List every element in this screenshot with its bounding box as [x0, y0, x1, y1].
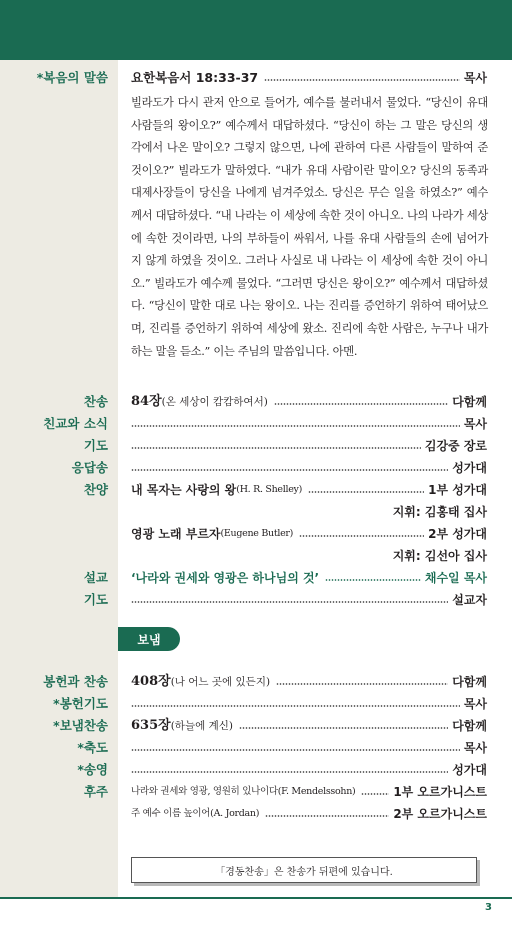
prayer-row	[131, 437, 487, 455]
leader-dots	[131, 601, 448, 604]
leader-dots	[274, 403, 448, 406]
offering-hymn-number: 408장	[131, 674, 171, 689]
anthem-item2-composer: (Eugene Butler)	[220, 528, 294, 539]
sending-hymn-number: 635장	[131, 718, 171, 733]
leader-dots	[299, 535, 424, 538]
anthem-item2-row	[131, 525, 487, 543]
anthem-item1-conductor: 지휘: 김홍태 집사	[392, 505, 487, 519]
anthem-item2-conductor: 지휘: 김선아 집사	[392, 549, 487, 563]
sermon-prayer-row	[131, 591, 487, 609]
amen-row	[131, 761, 487, 779]
benediction-by: 목사	[463, 741, 487, 755]
response-by: 성가대	[452, 461, 487, 475]
hymn-row	[131, 393, 487, 411]
offering-hymn-by: 다함께	[452, 675, 487, 689]
leader-dots	[131, 425, 460, 428]
response-label: 응답송	[71, 460, 108, 475]
offering-hymn-label: 봉헌과 찬송	[43, 674, 108, 689]
response-row	[131, 459, 487, 477]
footer-rule	[0, 897, 512, 899]
leader-dots	[361, 793, 389, 796]
sermon-row	[131, 569, 487, 587]
sermon-prayer-label: 기도	[83, 592, 108, 607]
postlude-item1-by: 1부 오르가니스트	[393, 785, 487, 799]
gospel-reference: 요한복음서 18:33-37	[131, 70, 259, 85]
leader-dots	[308, 491, 424, 494]
prayer-by: 김강중 장로	[424, 439, 487, 453]
sending-hymn-by: 다함께	[452, 719, 487, 733]
leader-dots	[264, 79, 460, 82]
gospel-label: *복음의 말씀	[36, 70, 108, 85]
gospel-text: 빌라도가 다시 관저 안으로 들어가, 예수를 불러내서 물었다. “당신이 유대 사람들의 왕이오?” 예수께서 대답하셨다. “당신이 하는 그 말은 당신의 생각에서 나온 말이오? 그렇지 않으면, 나에 관하여 다른 사람들이 말하여 준 것이오?” 빌라도가 말하였다. “내가 유대 사람이란 말이오? 당신의 동족과 대제사장들이 당신을 나에게 넘겨주었소. 당신은 무슨 일을 하였소?” 예수께서 대답하셨다. “내 나라는 이 세상에 속한 것이 아니오. 나의 나라가 세상에 속한 것이라면, 나의 부하들이 싸워서, 나를 유대 사람들의 손에 넘어가지 않게 하였을 것이오. 그러나 사실로 내 나라는 이 세상에 속한 것이 아니오.” 빌라도가 예수께 물었다. “그러면 당신은 왕이오?” 예수께서 대답하셨다. “당신이 말한 대로 나는 왕이오. 나는 진리를 증언하기 위하여 태어났으며, 진리를 증언하기 위하여 세상에 왔소. 진리에 속한 사람은, 누구나 내가 하는 말을 듣소.” 이는 주님의 말씀입니다. 아멘.	[131, 96, 488, 358]
postlude-item2-row	[131, 805, 487, 823]
sermon-by: 채수일 목사	[424, 571, 487, 585]
sermon-title: ‘나라와 권세와 영광은 하나님의 것’	[131, 571, 320, 585]
sending-hymn-label: *보냄찬송	[53, 718, 108, 733]
offering-prayer-row	[131, 695, 487, 713]
prayer-label: 기도	[83, 438, 108, 453]
leader-dots	[131, 771, 448, 774]
postlude-item2-by: 2부 오르가니스트	[393, 807, 487, 821]
offering-hymn-title: (나 어느 곳에 있든지)	[170, 676, 271, 688]
fellowship-by: 목사	[463, 417, 487, 431]
hymnal-note: 「경동찬송」은 찬송가 뒤편에 있습니다.	[131, 857, 477, 883]
anthem-item2-title: 영광 노래 부르자	[131, 527, 221, 541]
anthem-item2-by: 2부 성가대	[428, 527, 487, 541]
amen-by: 성가대	[452, 763, 487, 777]
postlude-label: 후주	[83, 784, 108, 799]
anthem-label: 찬양	[83, 482, 108, 497]
hymn-number: 84장	[131, 394, 162, 409]
benediction-label: *축도	[77, 740, 108, 755]
leader-dots	[131, 705, 460, 708]
hymn-title: (온 세상이 캄캄하여서)	[161, 396, 268, 408]
leader-dots	[131, 749, 460, 752]
anthem-item1-composer: (H. R. Shelley)	[236, 484, 303, 495]
postlude-item1-row	[131, 783, 487, 801]
header-band	[0, 0, 512, 60]
sending-hymn-title: (하늘에 계신)	[170, 720, 233, 732]
leader-dots	[265, 815, 389, 818]
anthem-item1-by: 1부 성가대	[428, 483, 487, 497]
leader-dots	[131, 447, 421, 450]
offering-prayer-by: 목사	[463, 697, 487, 711]
leader-dots	[131, 469, 448, 472]
hymn-label: 찬송	[83, 394, 108, 409]
leader-dots	[276, 683, 448, 686]
sending-hymn-row	[131, 717, 487, 735]
leader-dots	[239, 727, 448, 730]
amen-label: *송영	[77, 762, 108, 777]
anthem-item1-title: 내 목자는 사랑의 왕	[131, 483, 237, 497]
benediction-row	[131, 739, 487, 757]
postlude-item1-title: 나라와 권세와 영광, 영원히 있나이다(F. Mendelssohn)	[131, 786, 356, 797]
gospel-reference-row	[131, 69, 487, 87]
anthem-item1-row	[131, 481, 487, 499]
fellowship-label: 친교와 소식	[43, 416, 108, 431]
gospel-reader: 목사	[463, 71, 487, 85]
hymn-by: 다함께	[452, 395, 487, 409]
sending-section-heading: 보냄	[118, 627, 180, 651]
fellowship-row	[131, 415, 487, 433]
offering-hymn-row	[131, 673, 487, 691]
sermon-prayer-by: 설교자	[452, 593, 487, 607]
page-number: 3	[485, 902, 492, 913]
leader-dots	[325, 579, 421, 582]
postlude-item2-title: 주 예수 이름 높이어(A. Jordan)	[131, 808, 260, 819]
sermon-label: 설교	[83, 570, 108, 585]
offering-prayer-label: *봉헌기도	[53, 696, 108, 711]
